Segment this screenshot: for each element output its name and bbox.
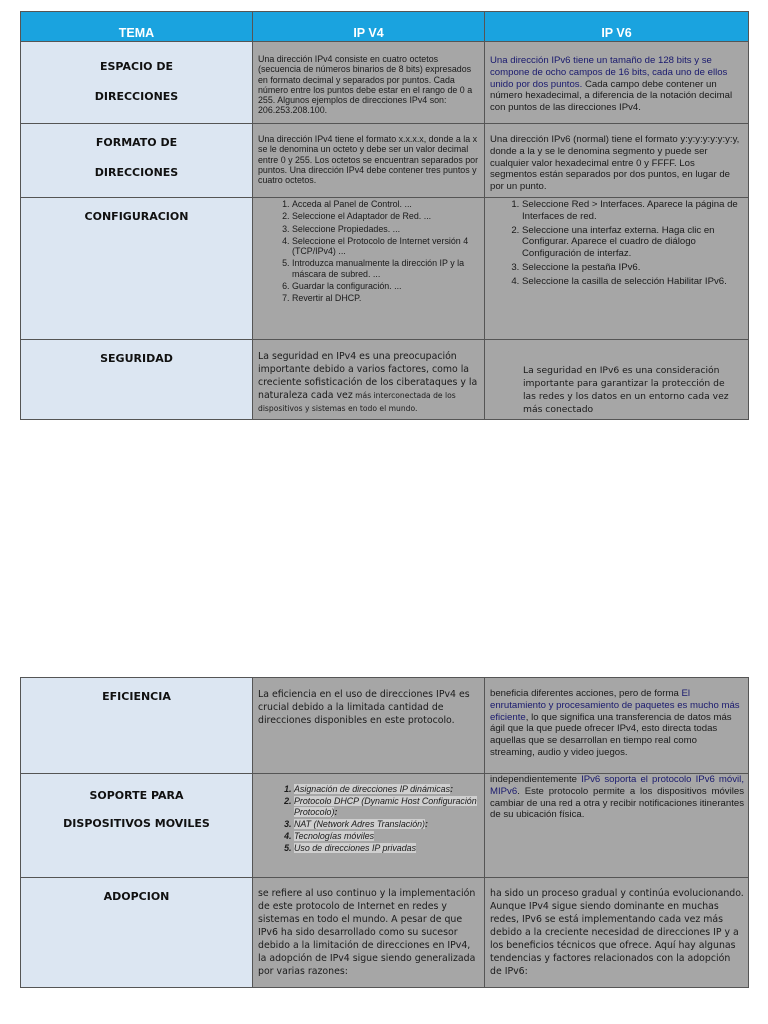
table-row	[21, 198, 749, 340]
comparison-table-bottom	[20, 677, 749, 988]
ipv6-cell	[485, 124, 749, 198]
ipv4-config-steps	[258, 199, 480, 304]
cell-text: Una dirección IPv6 (normal) tiene el formato y:y:y:y:y:y:y:y, donde a la y se le denomina segmento y puede ser cualquier valor hexadecimal entre 0 y FFFF. Los segmentos están separados por dos puntos, en lugar de por un punto.	[490, 134, 740, 193]
cell-text: La seguridad en IPv6 es una consideración importante para garantizar la protección de las redes y los datos en un entorno cada vez más conectado	[523, 365, 729, 415]
cell-text: beneficia diferentes acciones, pero de forma	[490, 688, 682, 699]
list-item	[294, 843, 480, 853]
topic-label: ADOPCION	[103, 890, 170, 903]
ipv4-cell	[253, 678, 485, 774]
cell-text: Cada campo debe contener un número hexadecimal, a diferencia de la notación decimal con puntos de las direcciones IPv4.	[490, 78, 733, 114]
ipv4-cell	[253, 42, 485, 124]
header-ipv6: IP V6	[485, 12, 749, 42]
topic-cell	[21, 774, 253, 878]
topic-cell	[21, 198, 253, 340]
cell-text: se refiere al uso continuo y la implementación de este protocolo de Internet en redes y sistemas en todo el mundo. A pesar de que IPv6 ha sido desarrollado como su sucesor debido a la limitación de direcciones en IPv4, la adopción de IPv4 sigue siendo generalizada por varias razones:	[258, 888, 476, 977]
topic-label: CONFIGURACION	[84, 210, 189, 223]
cell-text: La seguridad en IPv4 es una preocupación importante debido a varios factores, como la creciente sofisticación de los ciberataques y la naturaleza cada vez	[258, 351, 478, 401]
ipv6-cell	[485, 198, 749, 340]
list-item	[294, 831, 480, 841]
cell-text: , lo que significa una transferencia de datos más ágil que la que puede ofrecer IPv4, esto directa todas aquellas que se desarrollan en tiempo real como streaming, audio y video juegos.	[490, 711, 732, 758]
cell-text-highlight: Una dirección IPv6 tiene un tamaño de 128 bits y se compone de ocho campos de 16 bits, cada uno de ellos unido por dos puntos.	[490, 55, 728, 90]
cell-text: ha sido un proceso gradual y continúa evolucionando. Aunque IPv4 sigue siendo dominante en muchas redes, IPv6 se está implementando cada vez más debido a la creciente necesidad de direcciones IP y a los beneficios técnicos que ofrece. Aquí hay algunas tendencias y factores relacionados con la adopción de IPv6:	[490, 888, 744, 977]
ipv6-cell	[485, 42, 749, 124]
ipv6-config-steps	[490, 199, 744, 288]
list-item-text: Protocolo DHCP (Dynamic Host Configuración Protocolo)	[294, 796, 477, 817]
ipv6-cell	[485, 340, 749, 420]
topic-cell	[21, 878, 253, 988]
topic-label: SEGURIDAD	[100, 352, 173, 365]
list-item: 1. Acceda al Panel de Control. ...	[292, 199, 480, 209]
list-item-text: Tecnologías móviles	[294, 831, 375, 842]
list-item: 2. Seleccione el Adaptador de Red. ...	[292, 211, 480, 221]
header-ipv4: IP V4	[253, 12, 485, 42]
cell-text: más interconectada de los dispositivos y sistemas en todo el mundo.	[258, 391, 456, 413]
topic-label: EFICIENCIA	[102, 690, 171, 703]
ipv4-cell	[253, 878, 485, 988]
ipv6-cell	[485, 678, 749, 774]
list-item: 4. Seleccione el Protocolo de Internet versión 4 (TCP/IPv4) ...	[292, 236, 480, 257]
ipv4-mobile-list	[258, 784, 480, 854]
topic-cell	[21, 42, 253, 124]
ipv4-cell	[253, 774, 485, 878]
table-row	[21, 340, 749, 420]
cell-text: La eficiencia en el uso de direcciones IPv4 es crucial debido a la limitada cantidad de direcciones disponibles en este protocolo.	[258, 689, 470, 726]
topic-cell	[21, 124, 253, 198]
ipv6-cell	[485, 878, 749, 988]
table-row	[21, 774, 749, 878]
list-item-text: NAT (Network Adres Translación)	[294, 818, 426, 829]
topic-cell	[21, 678, 253, 774]
topic-label: FORMATO DE	[95, 136, 178, 149]
cell-text: . Este protocolo permite a los dispositivos móviles cambiar de una red a otra y recibir notificaciones itinerantes de su ubicación física.	[490, 785, 744, 821]
list-item-text: Asignación de direcciones IP dinámicas	[294, 784, 451, 794]
topic-label: SOPORTE PARA	[89, 789, 184, 802]
list-item-text: Uso de direcciones IP privadas	[294, 843, 417, 854]
ipv4-cell	[253, 340, 485, 420]
list-item: 7. Revertir al DHCP.	[292, 293, 480, 303]
table-row	[21, 42, 749, 124]
header-row	[21, 12, 749, 42]
list-item: 3. NAT (Network Adres Translación):	[294, 819, 480, 829]
header-tema: TEMA	[21, 12, 253, 42]
topic-label: DIRECCIONES	[94, 166, 179, 179]
topic-label: DIRECCIONES	[94, 90, 179, 103]
cell-text: Una dirección IPv4 tiene el formato x.x.x.x, donde a la x se le denomina un octeto y debe ser un valor decimal entre 0 y 255. Los octetos se encuentran separados por puntos. Una dirección IPv4 debe contener tres puntos y cuatro octetos.	[258, 134, 479, 186]
list-item: 3. Seleccione Propiedades. ...	[292, 224, 480, 234]
list-item: 5. Introduzca manualmente la dirección IP y la máscara de subred. ...	[292, 258, 480, 279]
cell-text-highlight: El enrutamiento y procesamiento de paquetes es mucho más eficiente	[490, 688, 740, 723]
list-item: 6. Guardar la configuración. ...	[292, 281, 480, 291]
topic-cell	[21, 340, 253, 420]
list-item: 1. Seleccione Red > Interfaces. Aparece la página de Interfaces de red.	[522, 199, 744, 223]
comparison-table-top	[20, 11, 749, 420]
cell-text-highlight: IPv6 soporta el protocolo IPv6 móvil, MIPv6	[490, 774, 744, 797]
cell-text: Una dirección IPv4 consiste en cuatro octetos (secuencia de números binarios de 8 bits) expresados en formato decimal y separados por puntos. Cada número entre los puntos debe estar en el rango de 0 a 255. Algunos ejemplos de direcciones IPv4 son: 206.253.208.100.	[258, 54, 473, 116]
list-item: 1. Asignación de direcciones IP dinámicas:	[294, 784, 480, 794]
table-row	[21, 878, 749, 988]
topic-label: ESPACIO DE	[100, 60, 173, 73]
list-item: 2. Seleccione una interfaz externa. Haga clic en Configurar. Aparece el cuadro de diálogo Configuración de interfaz.	[522, 225, 744, 260]
list-item: 3. Seleccione la pestaña IPv6.	[522, 262, 744, 274]
table-row	[21, 124, 749, 198]
list-item: 2. Protocolo DHCP (Dynamic Host Configuración Protocolo):	[294, 796, 480, 817]
ipv6-cell	[485, 774, 749, 878]
list-item: 4. Seleccione la casilla de selección Habilitar IPv6.	[522, 276, 744, 288]
topic-label: DISPOSITIVOS MOVILES	[63, 817, 210, 830]
cell-text: independientemente	[490, 774, 582, 785]
ipv4-cell	[253, 124, 485, 198]
ipv4-cell	[253, 198, 485, 340]
table-row	[21, 678, 749, 774]
